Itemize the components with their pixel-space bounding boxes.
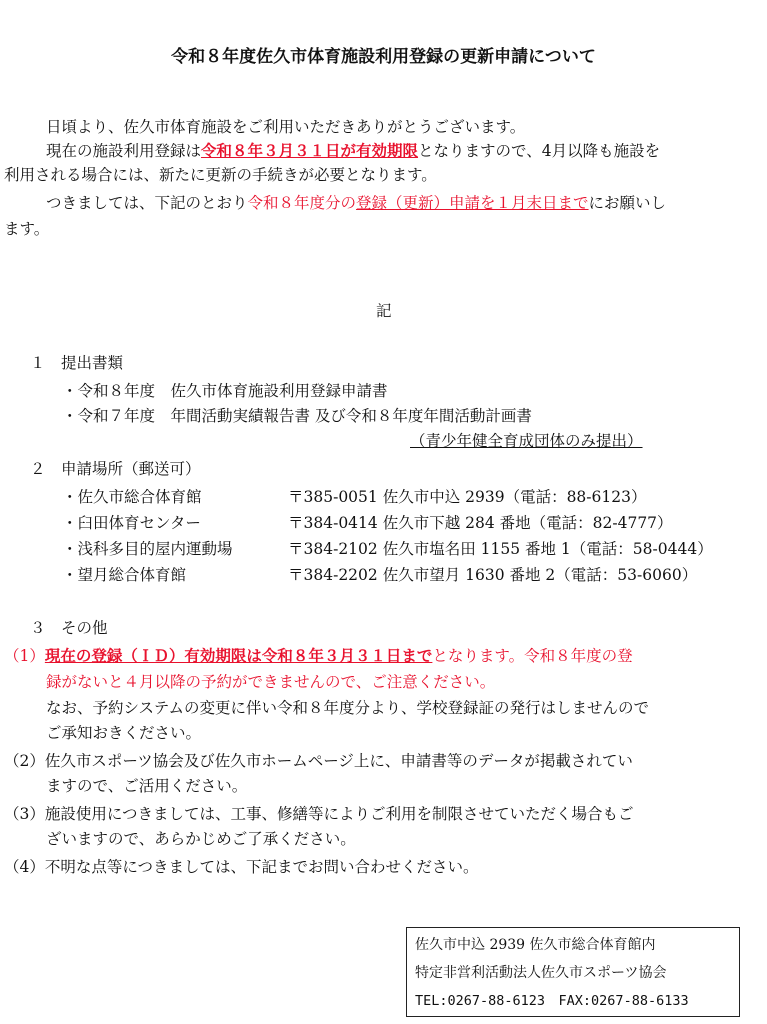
other-item-1-note: なお、予約システムの変更に伴い令和８年度分より、学校登録証の発行はしませんので	[46, 699, 649, 717]
other-item-1-note-cont: ご承知おきください。	[46, 724, 202, 742]
expiry-date-highlight: 令和８年３月３１日が有効期限	[201, 141, 419, 160]
page-title: 令和８年度佐久市体育施設利用登録の更新申請について	[171, 47, 596, 67]
place-address: 〒385-0051 佐久市中込 2939（電話：88-6123）	[288, 488, 647, 506]
place-name: ・浅科多目的屋内運動場	[62, 540, 233, 558]
other-item-2: （2）佐久市スポーツ協会及び佐久市ホームページ上に、申請書等のデータが掲載されてい	[4, 752, 633, 770]
intro-text: つきましては、下記のとおり	[46, 194, 248, 212]
deadline-highlight: 登録（更新）申請を１月末日まで	[356, 194, 589, 212]
contact-box	[406, 927, 740, 1017]
intro-line-5: ます。	[4, 220, 50, 238]
item-number: （1）	[4, 647, 45, 665]
youth-group-note: （青少年健全育成団体のみ提出）	[410, 432, 643, 450]
place-name: ・佐久市総合体育館	[62, 488, 202, 506]
other-item-1-cont: 録がないと４月以降の予約ができませんので、ご注意ください。	[46, 673, 496, 691]
intro-line-3: 利用される場合には、新たに更新の手続きが必要となります。	[4, 166, 437, 184]
intro-text: 現在の施設利用登録は	[46, 142, 202, 160]
section-3-heading: ３ その他	[30, 619, 108, 637]
place-name: ・望月総合体育館	[62, 566, 187, 584]
contact-address: 佐久市中込 2939 佐久市総合体育館内	[415, 937, 656, 953]
other-item-3: （3）施設使用につきましては、工事、修繕等によりご利用を制限させていただく場合もご	[4, 805, 634, 823]
place-address: 〒384-2102 佐久市塩名田 1155 番地 1（電話：58-0444）	[288, 540, 713, 558]
id-expiry-highlight: 現在の登録（ＩＤ）有効期限は令和８年３月３１日まで	[44, 646, 433, 665]
intro-line-4	[46, 193, 666, 213]
intro-text: にお願いし	[588, 194, 667, 212]
place-address: 〒384-2202 佐久市望月 1630 番地 2（電話：53-6060）	[288, 566, 698, 584]
contact-phone-fax: TEL:0267-88-6123 FAX:0267-88-6133	[415, 993, 689, 1009]
other-item-1	[4, 646, 633, 666]
place-address: 〒384-0414 佐久市下越 284 番地（電話：82-4777）	[288, 514, 673, 532]
document-item-1: ・令和８年度 佐久市体育施設利用登録申請書	[62, 382, 388, 400]
intro-text: となりますので、4月以降も施設を	[418, 142, 661, 160]
other-item-4: （4）不明な点等につきましては、下記までお問い合わせください。	[4, 858, 479, 876]
ki-heading: 記	[376, 302, 392, 320]
intro-line-2	[46, 141, 660, 161]
other-item-3-cont: ざいますので、あらかじめご了承ください。	[46, 830, 356, 848]
intro-line-1: 日頃より、佐久市体育施設をご利用いただきありがとうございます。	[46, 118, 526, 136]
place-name: ・臼田体育センター	[62, 514, 201, 532]
other-item-2-cont: ますので、ご活用ください。	[46, 777, 248, 795]
item-text: となります。令和８年度の登	[432, 647, 633, 665]
document-item-2: ・令和７年度 年間活動実績報告書 及び令和８年度年間活動計画書	[62, 407, 532, 425]
contact-organization: 特定非営利活動法人佐久市スポーツ協会	[415, 965, 667, 981]
section-1-heading: １ 提出書類	[30, 354, 124, 372]
fiscal-year-highlight: 令和８年度分の	[247, 194, 357, 212]
section-2-heading: ２ 申請場所（郵送可）	[30, 460, 201, 478]
